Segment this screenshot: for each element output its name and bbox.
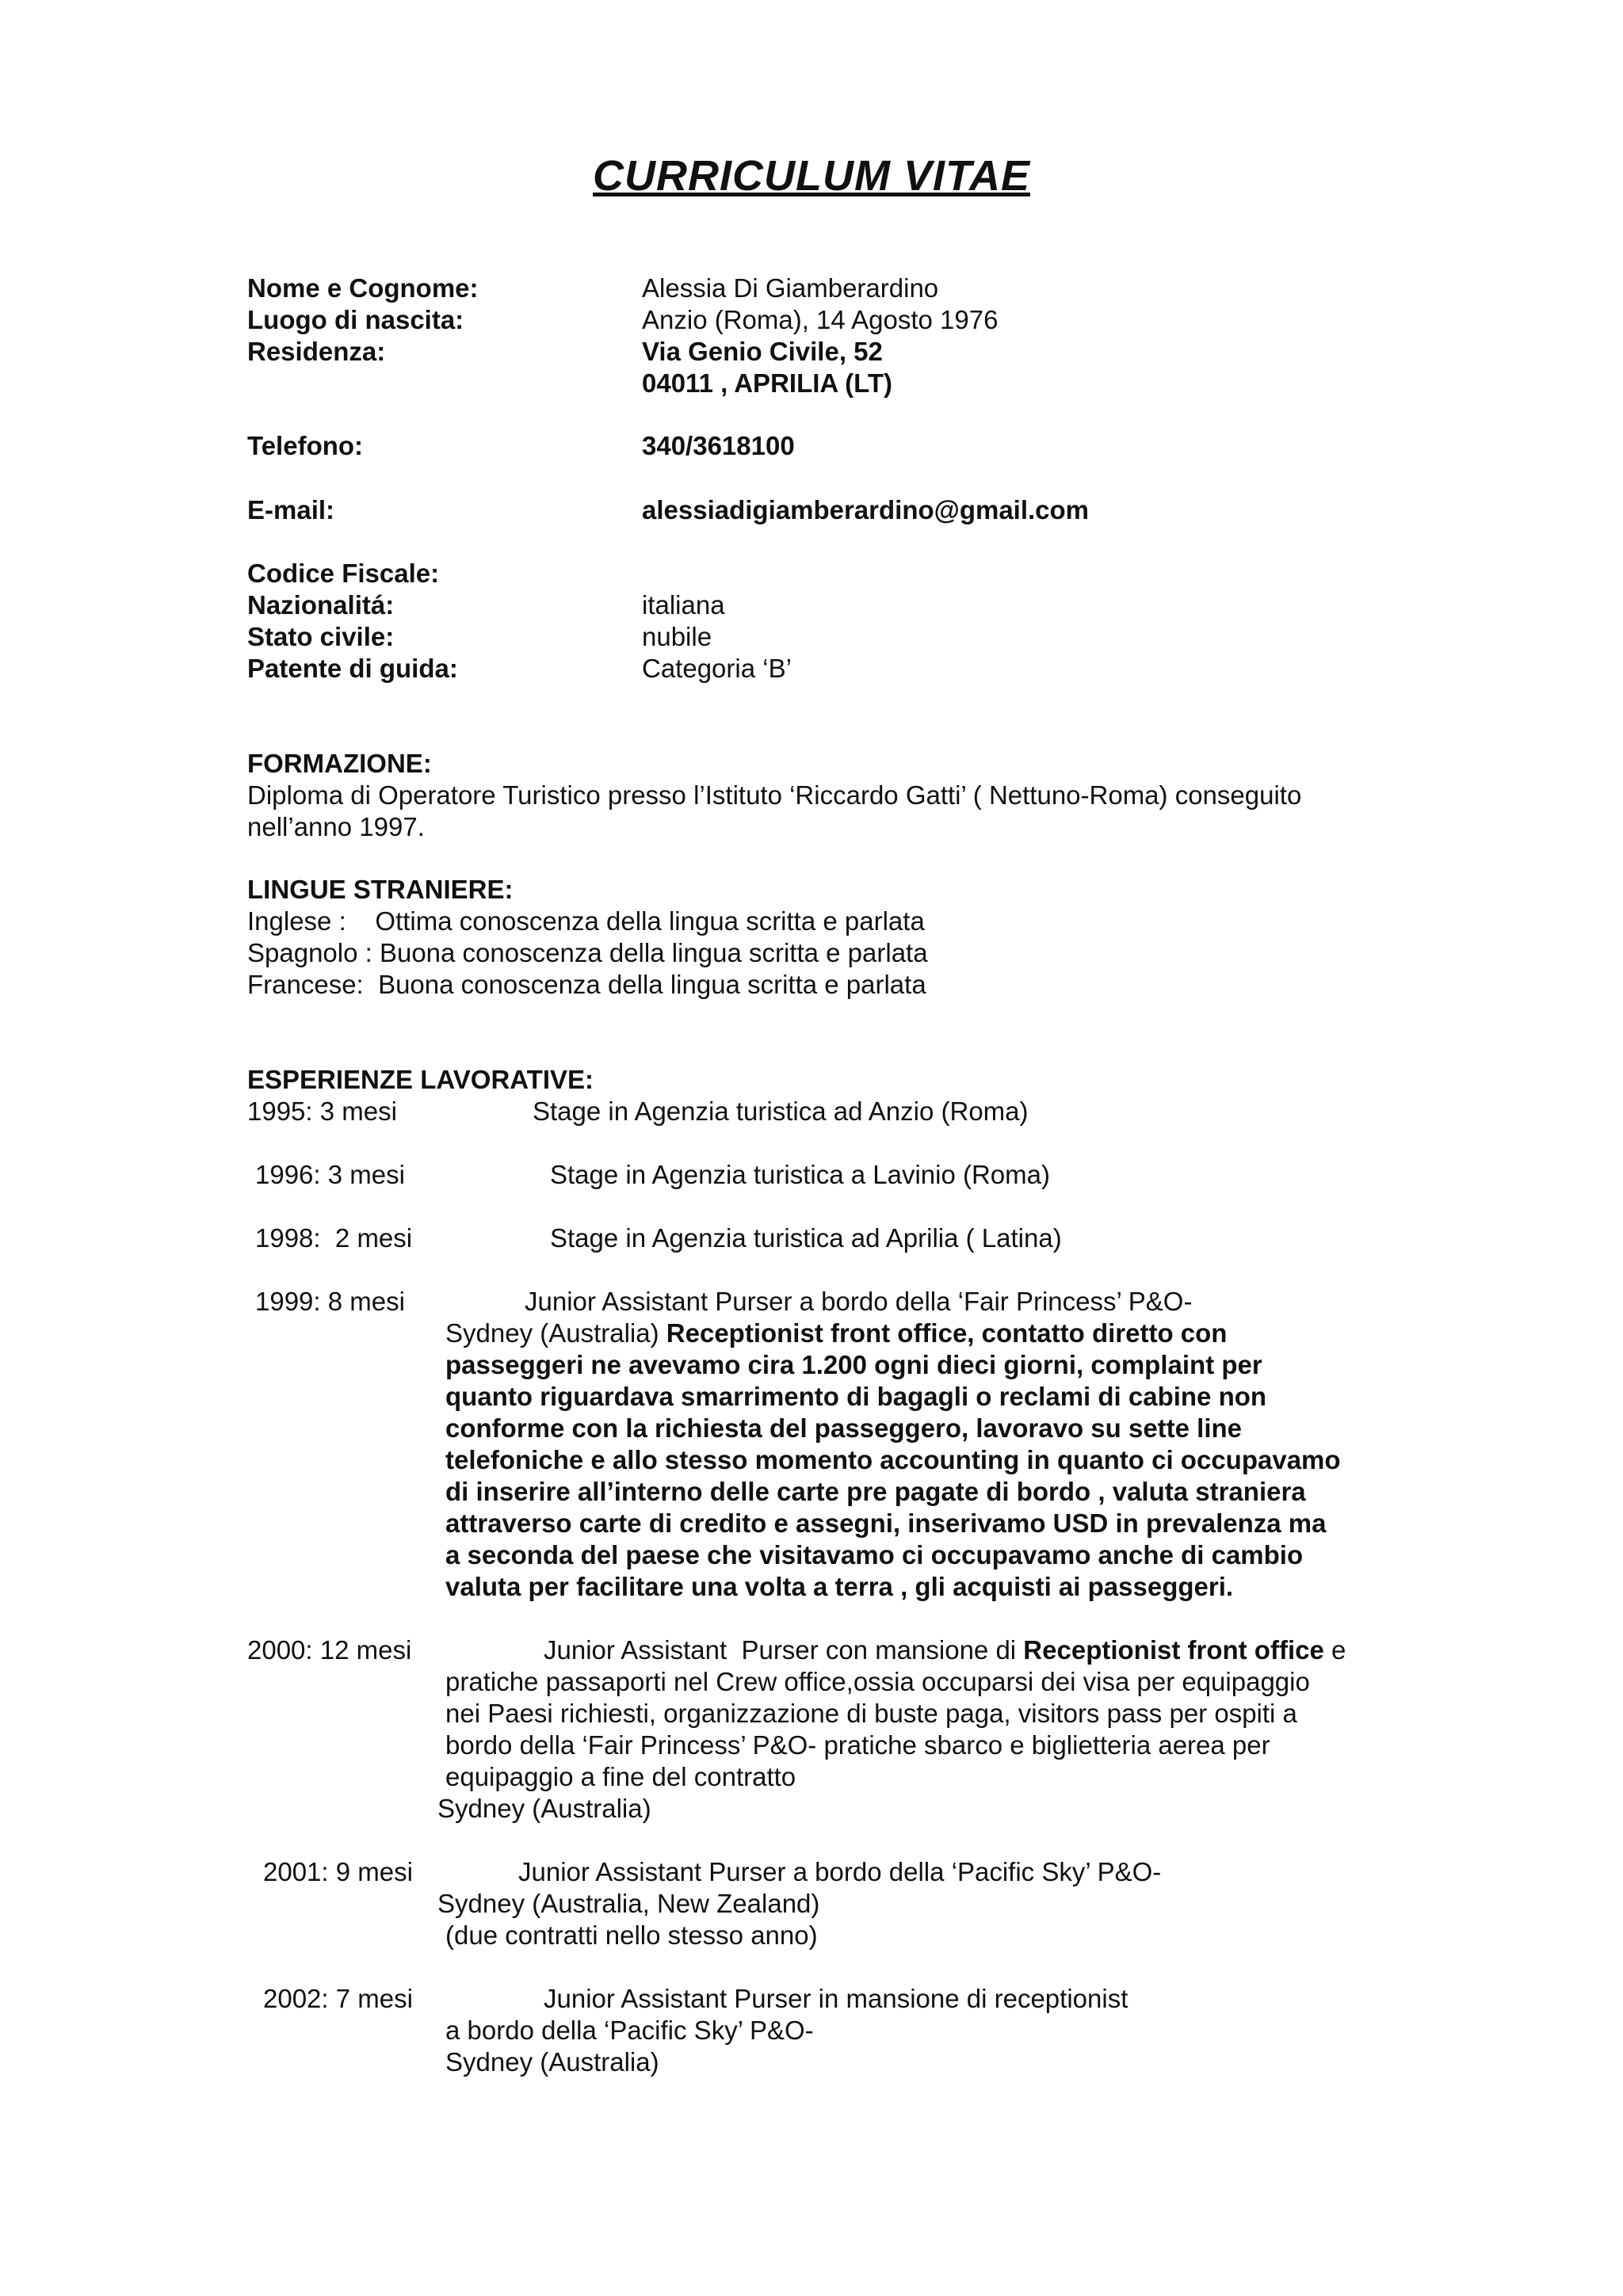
experience-description: quanto riguardava smarrimento di bagagli o reclami di cabine non <box>445 1382 1267 1411</box>
birth-value: Anzio (Roma), 14 Agosto 1976 <box>642 305 999 334</box>
experience-description: Sydney (Australia) <box>437 1794 651 1823</box>
experience-text-bold: Receptionist front office, contatto diretto con <box>666 1318 1228 1348</box>
civil-status-value: nubile <box>642 622 712 651</box>
fiscal-code-label: Codice Fiscale: <box>247 559 440 588</box>
experience-heading: ESPERIENZE LAVORATIVE: <box>247 1065 594 1094</box>
experience-description: passeggeri ne avevamo cira 1.200 ogni dieci giorni, complaint per <box>445 1350 1262 1379</box>
experience-description: telefoniche e allo stesso momento accounting in quanto ci occupavamo <box>445 1445 1341 1474</box>
experience-period: 1999: 8 mesi <box>255 1287 405 1316</box>
experience-period: 1998: 2 mesi <box>255 1223 413 1253</box>
name-label: Nome e Cognome: <box>247 273 479 303</box>
experience-description: pratiche passaporti nel Crew office,ossia occuparsi dei visa per equipaggio <box>445 1667 1310 1696</box>
experience-description: Junior Assistant Purser a bordo della ‘Fair Princess’ P&O- <box>525 1287 1193 1316</box>
email-value: alessiadigiamberardino@gmail.com <box>642 495 1090 524</box>
civil-status-label: Stato civile: <box>247 622 395 651</box>
experience-description <box>544 1634 1346 1666</box>
experience-description: valuta per facilitare una volta a terra , gli acquisti ai passeggeri. <box>445 1572 1234 1601</box>
experience-description: conforme con la richiesta del passeggero, lavoravo su sette line <box>445 1413 1243 1443</box>
experience-description: attraverso carte di credito e assegni, inserivamo USD in prevalenza ma <box>445 1508 1327 1538</box>
education-heading: FORMAZIONE: <box>247 749 432 778</box>
experience-description: (due contratti nello stesso anno) <box>445 1920 818 1950</box>
residence-label: Residenza: <box>247 337 386 366</box>
experience-description: Stage in Agenzia turistica ad Anzio (Roma) <box>533 1097 1029 1126</box>
experience-period: 2001: 9 mesi <box>263 1857 413 1886</box>
experience-description <box>445 1318 1227 1349</box>
nationality-value: italiana <box>642 590 725 620</box>
language-english: Inglese : Ottima conoscenza della lingua scritta e parlata <box>247 906 925 936</box>
experience-description: a seconda del paese che visitavamo ci occupavamo anche di cambio <box>445 1540 1304 1569</box>
experience-period: 1995: 3 mesi <box>247 1097 397 1126</box>
experience-period: 2002: 7 mesi <box>263 1984 413 2013</box>
page-title: CURRICULUM VITAE <box>593 152 1030 200</box>
experience-text: Sydney (Australia) <box>445 1318 666 1348</box>
residence-street: Via Genio Civile, 52 <box>642 337 883 366</box>
experience-description: a bordo della ‘Pacific Sky’ P&O- <box>445 2016 814 2045</box>
phone-label: Telefono: <box>247 431 364 460</box>
experience-description: Stage in Agenzia turistica a Lavinio (Roma) <box>550 1160 1050 1189</box>
experience-description: Junior Assistant Purser in mansione di receptionist <box>544 1984 1128 2013</box>
experience-description: nei Paesi richiesti, organizzazione di buste paga, visitors pass per ospiti a <box>445 1699 1297 1728</box>
education-text-line: Diploma di Operatore Turistico presso l’Istituto ‘Riccardo Gatti’ ( Nettuno-Roma) conseguito <box>247 780 1302 810</box>
language-french: Francese: Buona conoscenza della lingua scritta e parlata <box>247 970 926 999</box>
driving-license-value: Categoria ‘B’ <box>642 654 792 683</box>
experience-description: equipaggio a fine del contratto <box>445 1762 796 1791</box>
experience-text-bold: Receptionist front office <box>1023 1635 1324 1665</box>
language-spanish: Spagnolo : Buona conoscenza della lingua scritta e parlata <box>247 938 928 967</box>
experience-text: e <box>1323 1635 1346 1665</box>
experience-period: 1996: 3 mesi <box>255 1160 405 1189</box>
experience-description: bordo della ‘Fair Princess’ P&O- pratiche sbarco e biglietteria aerea per <box>445 1730 1270 1760</box>
experience-description: Stage in Agenzia turistica ad Aprilia ( Latina) <box>550 1223 1062 1253</box>
nationality-label: Nazionalitá: <box>247 590 395 620</box>
experience-description: Sydney (Australia) <box>445 2047 659 2077</box>
experience-text: Junior Assistant Purser con mansione di <box>544 1635 1024 1665</box>
birth-label: Luogo di nascita: <box>247 305 464 334</box>
name-value: Alessia Di Giamberardino <box>642 273 939 303</box>
residence-city: 04011 , APRILIA (LT) <box>642 368 893 398</box>
experience-description: Sydney (Australia, New Zealand) <box>437 1889 820 1918</box>
languages-heading: LINGUE STRANIERE: <box>247 875 514 904</box>
email-label: E-mail: <box>247 495 335 524</box>
driving-license-label: Patente di guida: <box>247 654 458 683</box>
experience-description: Junior Assistant Purser a bordo della ‘Pacific Sky’ P&O- <box>518 1857 1162 1886</box>
experience-period: 2000: 12 mesi <box>247 1635 412 1665</box>
experience-description: di inserire all’interno delle carte pre pagate di bordo , valuta straniera <box>445 1477 1306 1506</box>
phone-value: 340/3618100 <box>642 431 795 460</box>
education-text-line: nell’anno 1997. <box>247 812 425 841</box>
